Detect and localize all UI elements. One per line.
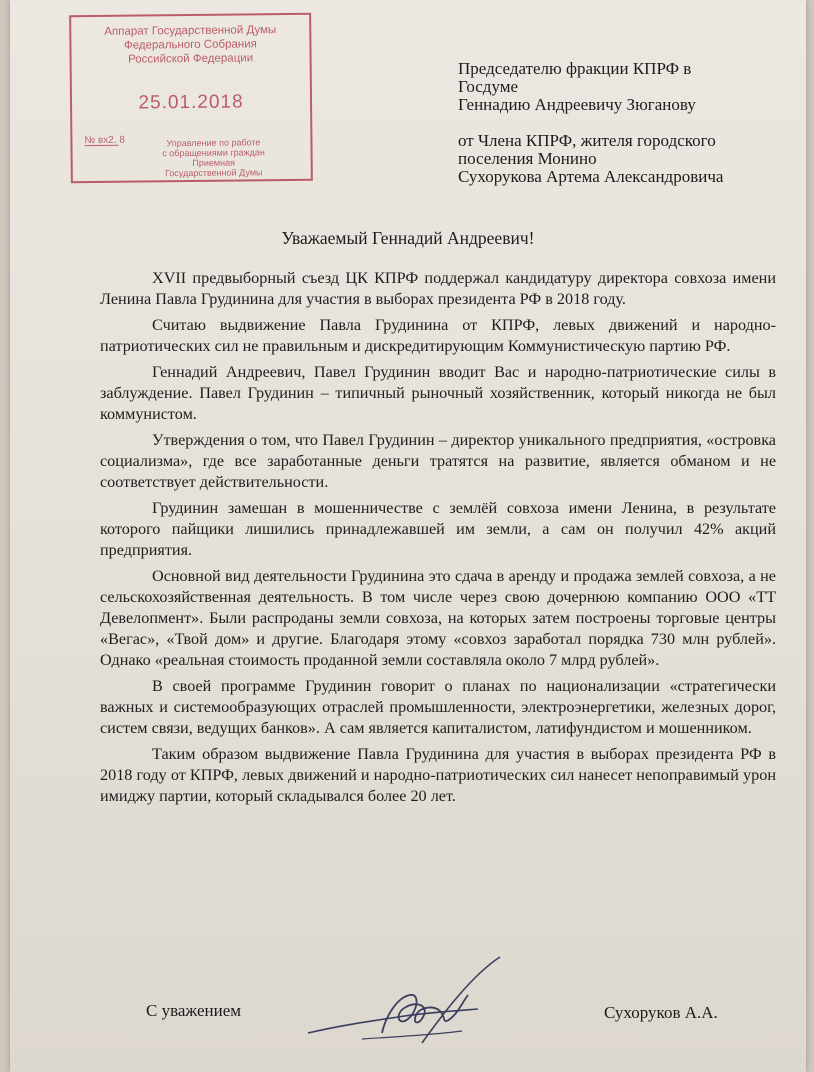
stamp-incoming-number: № вх2. 8	[84, 134, 125, 147]
stamp-department-4: Государственной Думы	[165, 167, 263, 179]
addressee-to-line-1: Председателю фракции КПРФ в	[458, 59, 692, 78]
addressee-to-line-3: Геннадию Андреевичу Зюганову	[458, 95, 696, 114]
paragraph: Грудинин замешан в мошенничестве с землёй совхоза имени Ленина, в результате которого пайщики лишились принадлежавшей им земли, а сам он получил 42% акций предприятия.	[100, 499, 776, 559]
stamp-date: 25.01.2018	[138, 91, 244, 114]
sender-line-1: от Члена КПРФ, жителя городского	[458, 131, 716, 150]
stamp-line-2: Федерального Собрания	[123, 38, 257, 52]
addressee-to-line-2: Госдуме	[458, 77, 519, 96]
paragraph: Считаю выдвижение Павла Грудинина от КПРФ, левых движений и народно-патриотических сил не правильным и дискредитирующим Коммунистическую партию РФ.	[100, 316, 776, 355]
paragraph: Геннадий Андреевич, Павел Грудинин вводит Вас и народно-патриотические силы в заблуждение. Павел Грудинин – типичный рыночный хозяйственник, который никогда не был коммунистом.	[100, 363, 776, 423]
stamp-line-1: Аппарат Государственной Думы	[104, 24, 277, 38]
handwritten-signature	[302, 955, 502, 1055]
sender-line-2: поселения Монино	[458, 149, 597, 168]
paragraph: XVII предвыборный съезд ЦК КПРФ поддержал кандидатуру директора совхоза имени Ленина Павла Грудинина для участия в выборах президента РФ в 2018 году.	[100, 269, 776, 308]
stamp-divider	[84, 145, 118, 146]
paragraph: В своей программе Грудинин говорит о планах по национализации «стратегически важных и системообразующих отраслей промышленности, электроэнергетики, железных дорог, систем связи, ведущих банков». А сам является капиталистом, латифундистом и мошенником.	[100, 677, 776, 737]
closing-phrase: С уважением	[146, 1001, 242, 1020]
stamp-department-2: с обращениями граждан	[162, 147, 265, 159]
stamp-department-3: Приемная	[192, 157, 235, 168]
paragraph: Основной вид деятельности Грудинина это сдача в аренду и продажа землей совхоза, а не сельскохозяйственная деятельность. В том числе через свою дочернюю компанию ООО «ТТ Девелопмент». Были распроданы земли совхоза, на которых затем построены торговые центры «Вегас», «Твой дом» и другие. Благодаря этому «совхоз заработал порядка 730 млн рублей». Однако «реальная стоимость проданной земли составляла около 7 млрд рублей».	[100, 567, 776, 669]
sender-line-3: Сухорукова Артема Александровича	[458, 167, 724, 186]
letter-body	[100, 268, 776, 812]
paragraph: Утверждения о том, что Павел Грудинин – директор уникального предприятия, «островка социализма», где все заработанные деньги тратятся на развитие, является обманом и не соответствует действительности.	[100, 431, 776, 491]
letter-page	[10, 0, 806, 1072]
addressee-block	[458, 60, 780, 186]
signer-name: Сухоруков А.А.	[604, 1003, 718, 1022]
registration-stamp	[69, 13, 313, 184]
stamp-department-1: Управление по работе	[166, 137, 261, 149]
paragraph: Таким образом выдвижение Павла Грудинина для участия в выборах президента РФ в 2018 году от КПРФ, левых движений и народно-патриотических сил нанесет непоправимый урон имиджу партии, который складывался более 20 лет.	[100, 745, 776, 805]
salutation: Уважаемый Геннадий Андреевич!	[281, 228, 535, 248]
stamp-line-3: Российской Федерации	[128, 52, 254, 66]
